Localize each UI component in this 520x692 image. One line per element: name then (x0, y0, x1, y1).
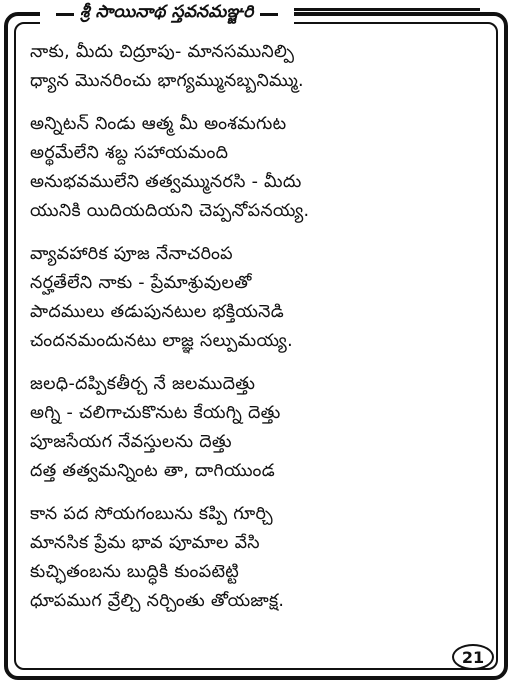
page-number: 21 (461, 647, 485, 667)
poem-body (30, 38, 490, 630)
poem-line: యునికి యిదియదియని చెప్పనోపనయ్య. (30, 201, 310, 221)
poem-line: కాన పద సోయగంబును కప్పి గూర్చి (30, 504, 273, 524)
stanza (30, 240, 490, 356)
poem-line: పూజసేయగ నేవస్తులను దెత్తు (30, 432, 232, 452)
poem-line: అన్నిటన్ నిండు ఆత్మ మీ అంశమగుట (30, 114, 287, 134)
poem-line: దత్త తత్వమన్నింట తా, దాగియుండ (30, 461, 275, 481)
poem-line: నాకు, మీదు చిద్రూపు- మానసమునిల్పి (30, 42, 295, 62)
header (40, 0, 294, 28)
stanza (30, 110, 490, 226)
header-ornament-right (260, 13, 278, 16)
poem-line: ధూపముగ వ్రేల్చి నర్చింతు తోయజాక్ష. (30, 591, 285, 611)
poem-line: చందనమందునటు లాజ్ఞ సల్పుమయ్య. (30, 331, 293, 351)
stanza (30, 500, 490, 616)
header-ornament-left (56, 13, 74, 16)
poem-line: కుచ్ఛితంబను బుద్ధికి కుంపటెట్టి (30, 562, 240, 582)
poem-line: వ్యావహారిక పూజ నేనాచరింప (30, 244, 233, 264)
page-number-badge (452, 644, 494, 670)
poem-line: మానసిక ప్రేమ భావ పూమాల వేసి (30, 533, 260, 553)
stanza (30, 38, 490, 96)
poem-line: జలధి-దప్పికతీర్చ నే జలముదెత్తు (30, 374, 256, 394)
poem-line: అర్థమేలేని శబ్ద సహాయమంది (30, 143, 229, 163)
poem-line: ధ్యాన మొనరించు భాగ్యమ్మునబ్బనిమ్ము. (30, 71, 304, 91)
stanza (30, 370, 490, 486)
poem-line: అగ్ని - చలిగాచుకొనుట కేయగ్ని దెత్తు (30, 403, 281, 423)
poem-line: పాదములు తడుపునటుల భక్తియనెడి (30, 302, 284, 322)
poem-line: నర్హతేలేని నాకు - ప్రేమాశ్రువులతో (30, 273, 252, 293)
poem-line: అనుభవములేని తత్వమ్మునరసి - మీదు (30, 172, 302, 192)
page-title: శ్రీ సాయినాథ స్తవనమఞ్జరి (80, 2, 254, 22)
